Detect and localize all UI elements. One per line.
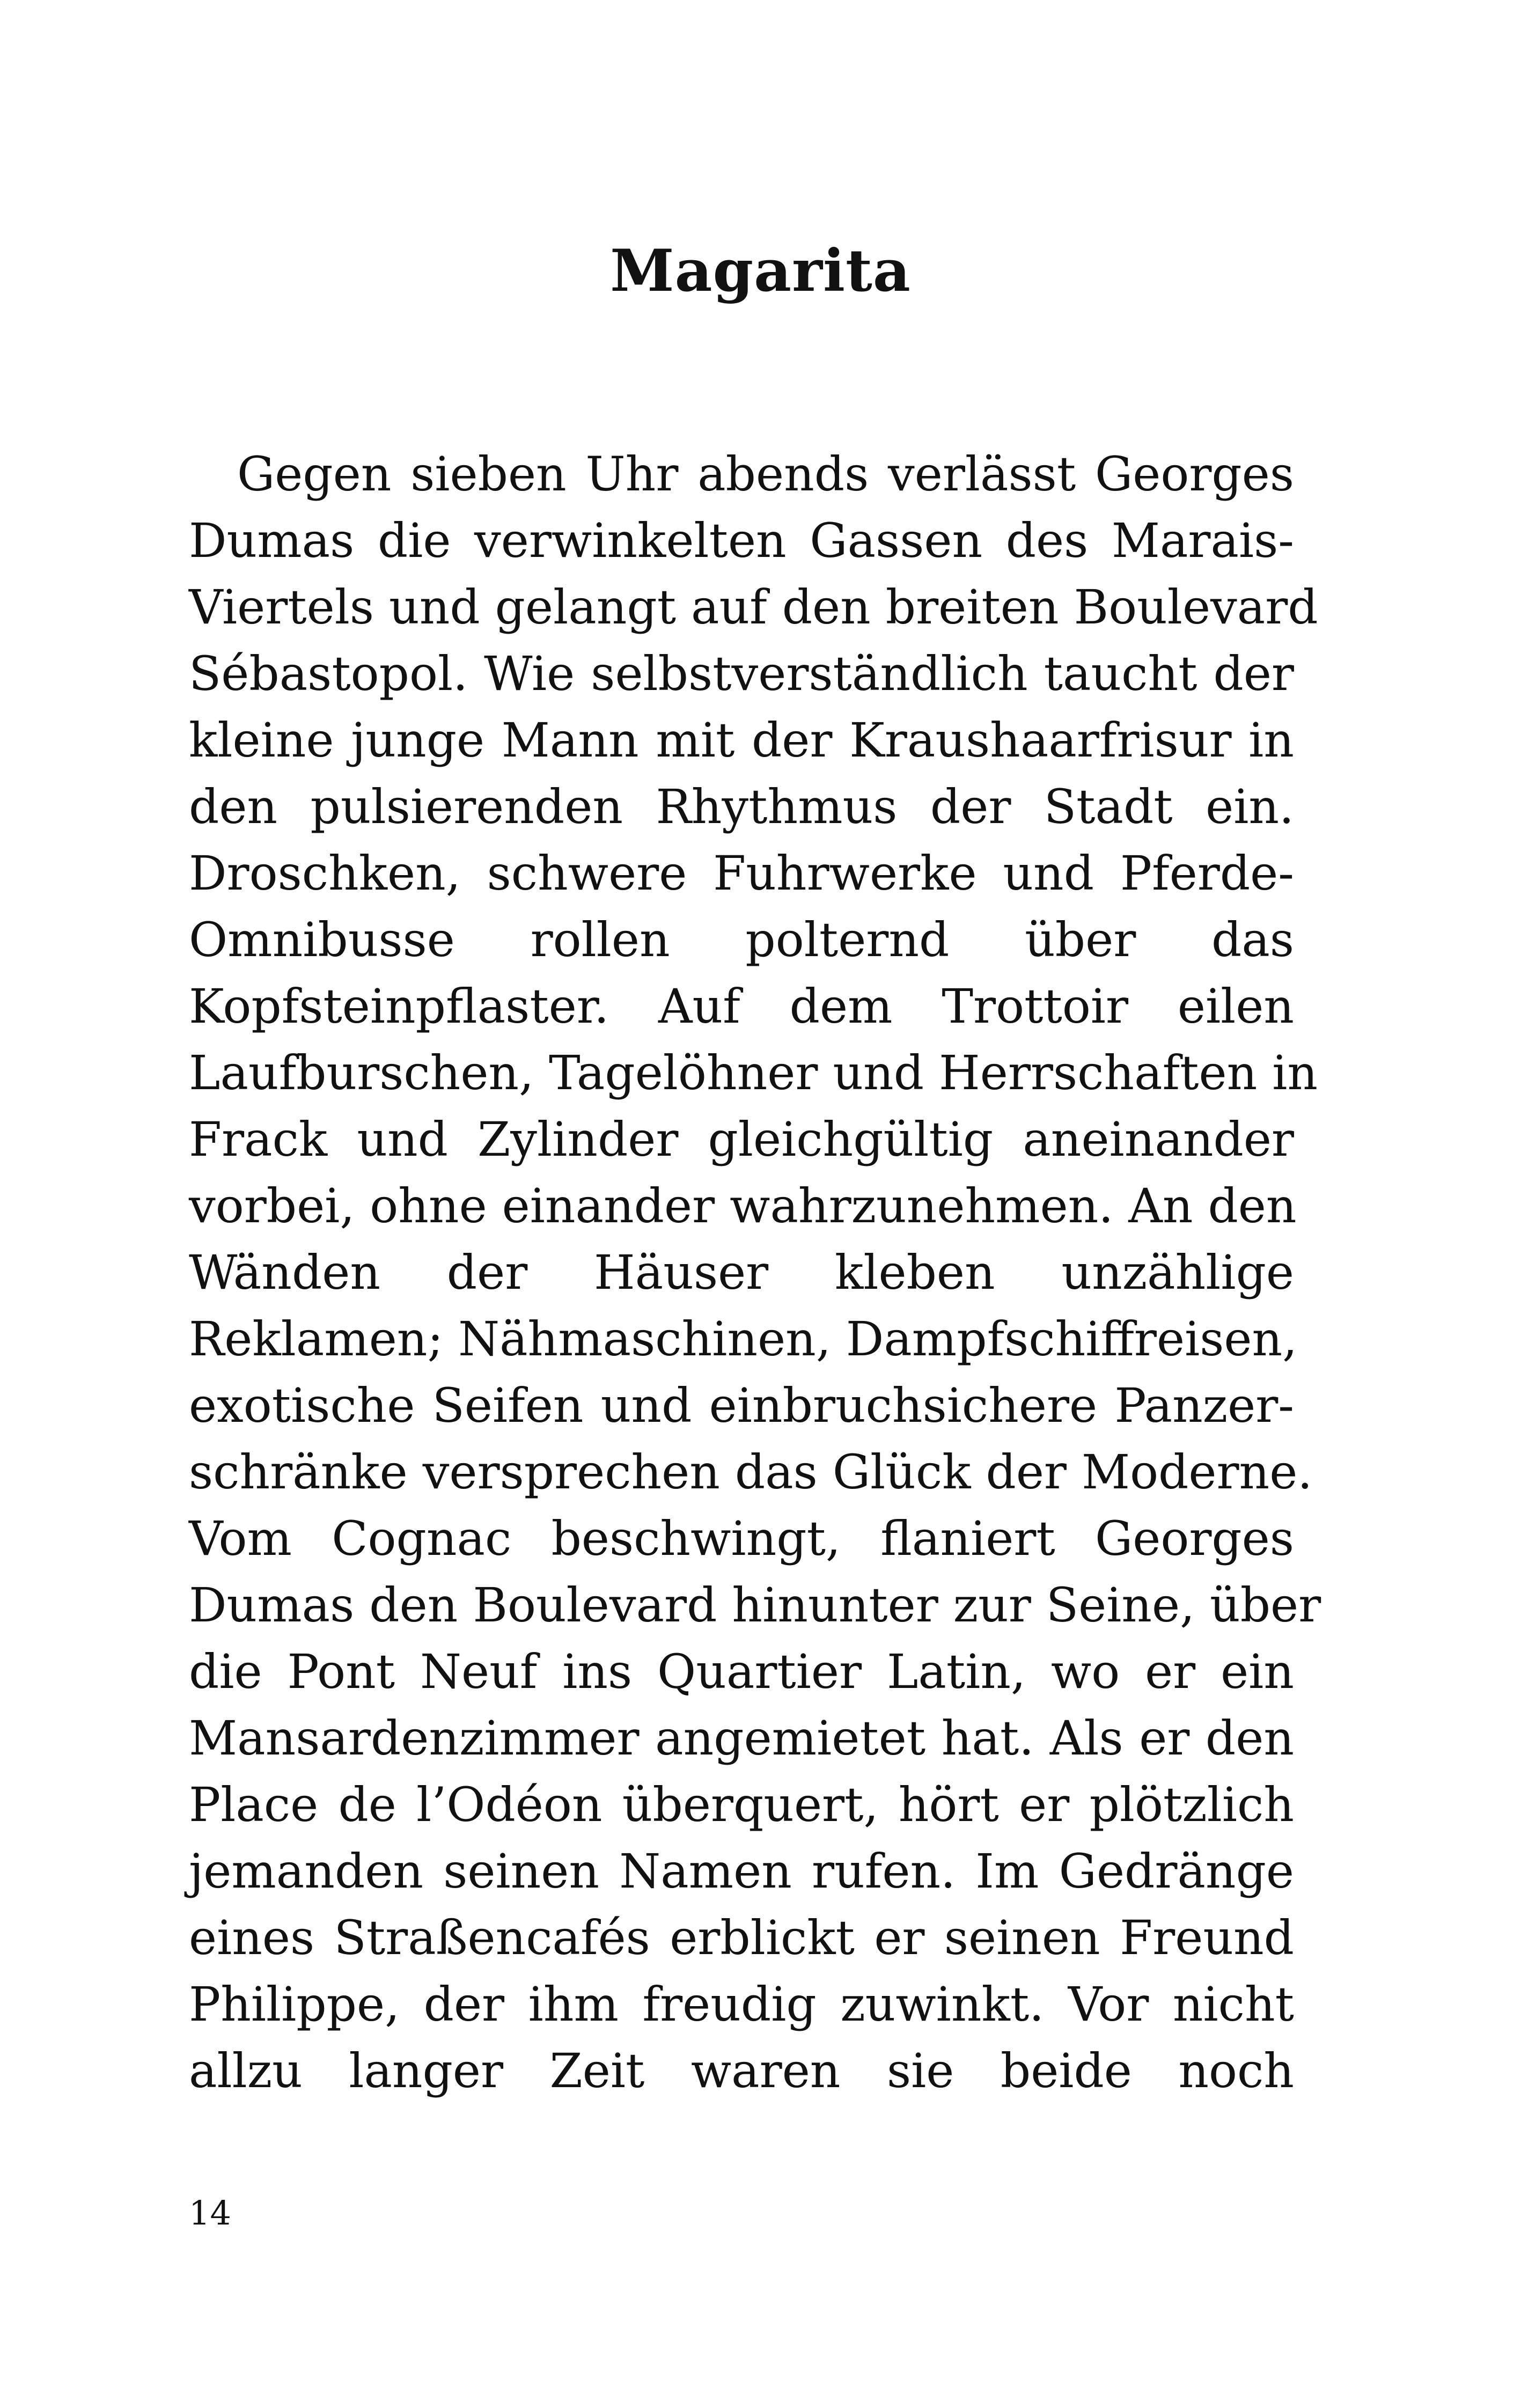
text-line: Dumas den Boulevard hinunter zur Seine, über [189, 1577, 1321, 1633]
text-line: Frack und Zylinder gleichgültig aneinander [189, 1112, 1294, 1167]
text-line: Vom Cognac beschwingt, flaniert Georges [189, 1511, 1294, 1566]
text-line: Laufburschen, Tagelöhner und Herrschaften in [189, 1045, 1318, 1100]
text-line: Omnibusse rollen polternd über das [189, 912, 1294, 967]
page-number: 14 [189, 2193, 231, 2233]
text-line: die Pont Neuf ins Quartier Latin, wo er ein [189, 1644, 1294, 1699]
text-line: eines Straßencafés erblickt er seinen Freund [189, 1910, 1294, 1965]
text-line: Mansardenzimmer angemietet hat. Als er den [189, 1710, 1294, 1766]
text-line: Kopfsteinpflaster. Auf dem Trottoir eilen [189, 979, 1294, 1034]
text-line: allzu langer Zeit waren sie beide noch [189, 2043, 1294, 2098]
text-line: jemanden seinen Namen rufen. Im Gedränge [189, 1844, 1294, 1899]
text-line: Dumas die verwinkelten Gassen des Marais- [189, 513, 1294, 568]
text-line: Droschken, schwere Fuhrwerke und Pferde- [189, 846, 1294, 901]
text-line: Sébastopol. Wie selbstverständlich taucht der [189, 646, 1294, 701]
text-line: schränke versprechen das Glück der Moderne. [189, 1444, 1313, 1500]
text-line: Reklamen; Nähmaschinen, Dampfschiffreisen, [189, 1311, 1298, 1367]
text-line: den pulsierenden Rhythmus der Stadt ein. [189, 779, 1294, 834]
text-line: vorbei, ohne einander wahrzunehmen. An den [189, 1178, 1297, 1234]
text-line: Place de l’Odéon überquert, hört er plötzlich [189, 1777, 1294, 1832]
text-line: exotische Seifen und einbruchsichere Panzer- [189, 1378, 1294, 1433]
text-line: Gegen sieben Uhr abends verlässt Georges [237, 446, 1294, 502]
text-line: Philippe, der ihm freudig zuwinkt. Vor nicht [189, 1977, 1294, 2032]
body-paragraph [189, 441, 1321, 2104]
text-line: Wänden der Häuser kleben unzählige [189, 1245, 1294, 1300]
text-line: Viertels und gelangt auf den breiten Boulevard [189, 579, 1318, 635]
chapter-title: Magarita [610, 237, 911, 305]
text-line: kleine junge Mann mit der Kraushaarfrisur in [189, 713, 1294, 768]
